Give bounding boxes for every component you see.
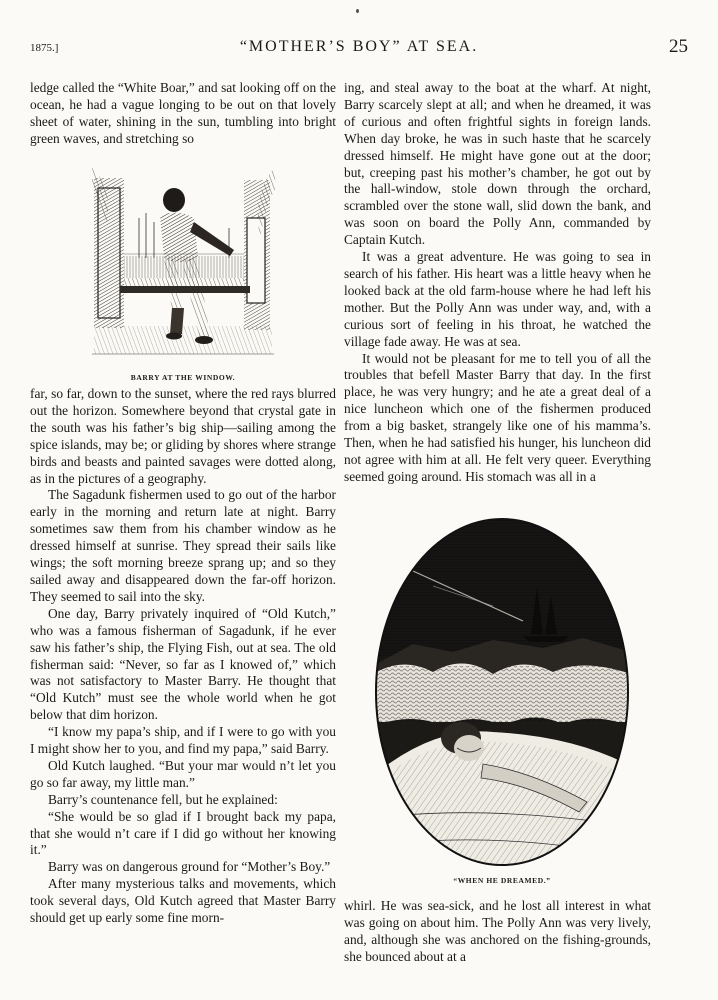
paragraph: ing, and steal away to the boat at the wharf. At night, Barry scarcely slept at all; and when he dreamed, it was of curious and often frightful sights in foreign lands. When day broke, he was in such haste that he scarcely dressed himself. He might have gone out at the door; but, creeping past his mother’s chamber, he got out by the hall-window, stole down through the orchard, scrambled over the stone wall, slid down the bank, and was soon on board the Polly Ann, commanded by Captain Kutch. bbox=[344, 80, 651, 248]
paragraph: After many mysterious talks and movements, which took several days, Old Kutch agreed that Master Barry should get up early some fine morn- bbox=[30, 876, 336, 926]
paragraph: ledge called the “White Boar,” and sat looking off on the ocean, he had a vague longing to be out on that lovely sheet of water, shining in the sun, tumbling into bright green waves, and stretching so bbox=[30, 80, 336, 146]
paragraph: The Sagadunk fishermen used to go out of the harbor early in the morning and return late at night. Barry sometimes saw them from his chamber window as he dressed himself at sunrise. They spread their sails like wings; the soft morning breeze sprang up; and so they sailed away and disappeared down the far-off horizon. They seemed to sail into the sky. bbox=[30, 487, 336, 604]
illustration-when-he-dreamed bbox=[373, 516, 631, 868]
paragraph: One day, Barry privately inquired of “Old Kutch,” who was a famous fisherman of Sagadunk, if he ever saw his father’s ship, the Flying Fish, out at sea. The old fisherman said: “Never, so far as I knowed of,” which was not satisfactory to Master Barry. He thought that “Old Kutch” must see the whole world when he got below that dim horizon. bbox=[30, 605, 336, 723]
paragraph: far, so far, down to the sunset, where the red rays blurred out the horizon. Somewhere beyond that crystal gate in the south was his father’s big ship—sailing among the spice islands, may be; or gliding by shores where strange birds and beasts and painted savages were dotted along, as in the pictures of a geography. bbox=[30, 386, 336, 486]
paragraph: whirl. He was sea-sick, and he lost all interest in what was going on about him. The Polly Ann was very lively, and, although she was anchored on the fishing-grounds, she bounced about at a bbox=[344, 898, 651, 964]
caption-barry-at-window: BARRY AT THE WINDOW. bbox=[130, 373, 236, 382]
right-column-top bbox=[344, 80, 651, 486]
left-column-top bbox=[30, 80, 336, 148]
running-header bbox=[30, 36, 688, 60]
paragraph: Barry was on dangerous ground for “Mother’s Boy.” bbox=[48, 859, 331, 875]
right-column-bottom bbox=[344, 898, 651, 966]
header-year: 1875.] bbox=[30, 42, 59, 54]
paragraph: Barry’s countenance fell, but he explained: bbox=[48, 791, 278, 807]
header-title: “MOTHER’S BOY” AT SEA. bbox=[239, 38, 479, 55]
paragraph: Old Kutch laughed. “But your mar would n’t let you go so far away, my little man.” bbox=[30, 757, 336, 790]
paragraph: “I know my papa’s ship, and if I were to go with you I might show her to you, and find my papa,” said Barry. bbox=[30, 724, 336, 757]
window-engraving bbox=[84, 158, 282, 368]
print-mark bbox=[356, 9, 359, 13]
paragraph: “She would be so glad if I brought back my papa, that she would n’t care if I did go without her knowing it.” bbox=[30, 808, 336, 858]
left-column-bottom bbox=[30, 386, 336, 927]
paragraph: It would not be pleasant for me to tell you of all the troubles that befell Master Barry that day. In the first place, he was very hungry; and he ate a great deal of a nice luncheon which one of the fishermen produced from a big basket, strangely like one of his mamma’s. Then, when he had satisfied his hunger, his luncheon did not agree with him at all. He felt very queer. Everything seemed going around. His stomach was all in a bbox=[344, 350, 651, 484]
paragraph: It was a great adventure. He was going to sea in search of his father. His heart was a little heavy when he looked back at the old farm-house where he had left his mother. But the Polly Ann was under way, and, with a curious sort of feeling in his throat, he watched the village fade away. He was at sea. bbox=[344, 249, 651, 349]
caption-when-he-dreamed: “WHEN HE DREAMED.” bbox=[453, 876, 551, 885]
page-number: 25 bbox=[669, 36, 688, 57]
dream-engraving bbox=[373, 516, 631, 868]
illustration-barry-at-window bbox=[84, 158, 282, 368]
